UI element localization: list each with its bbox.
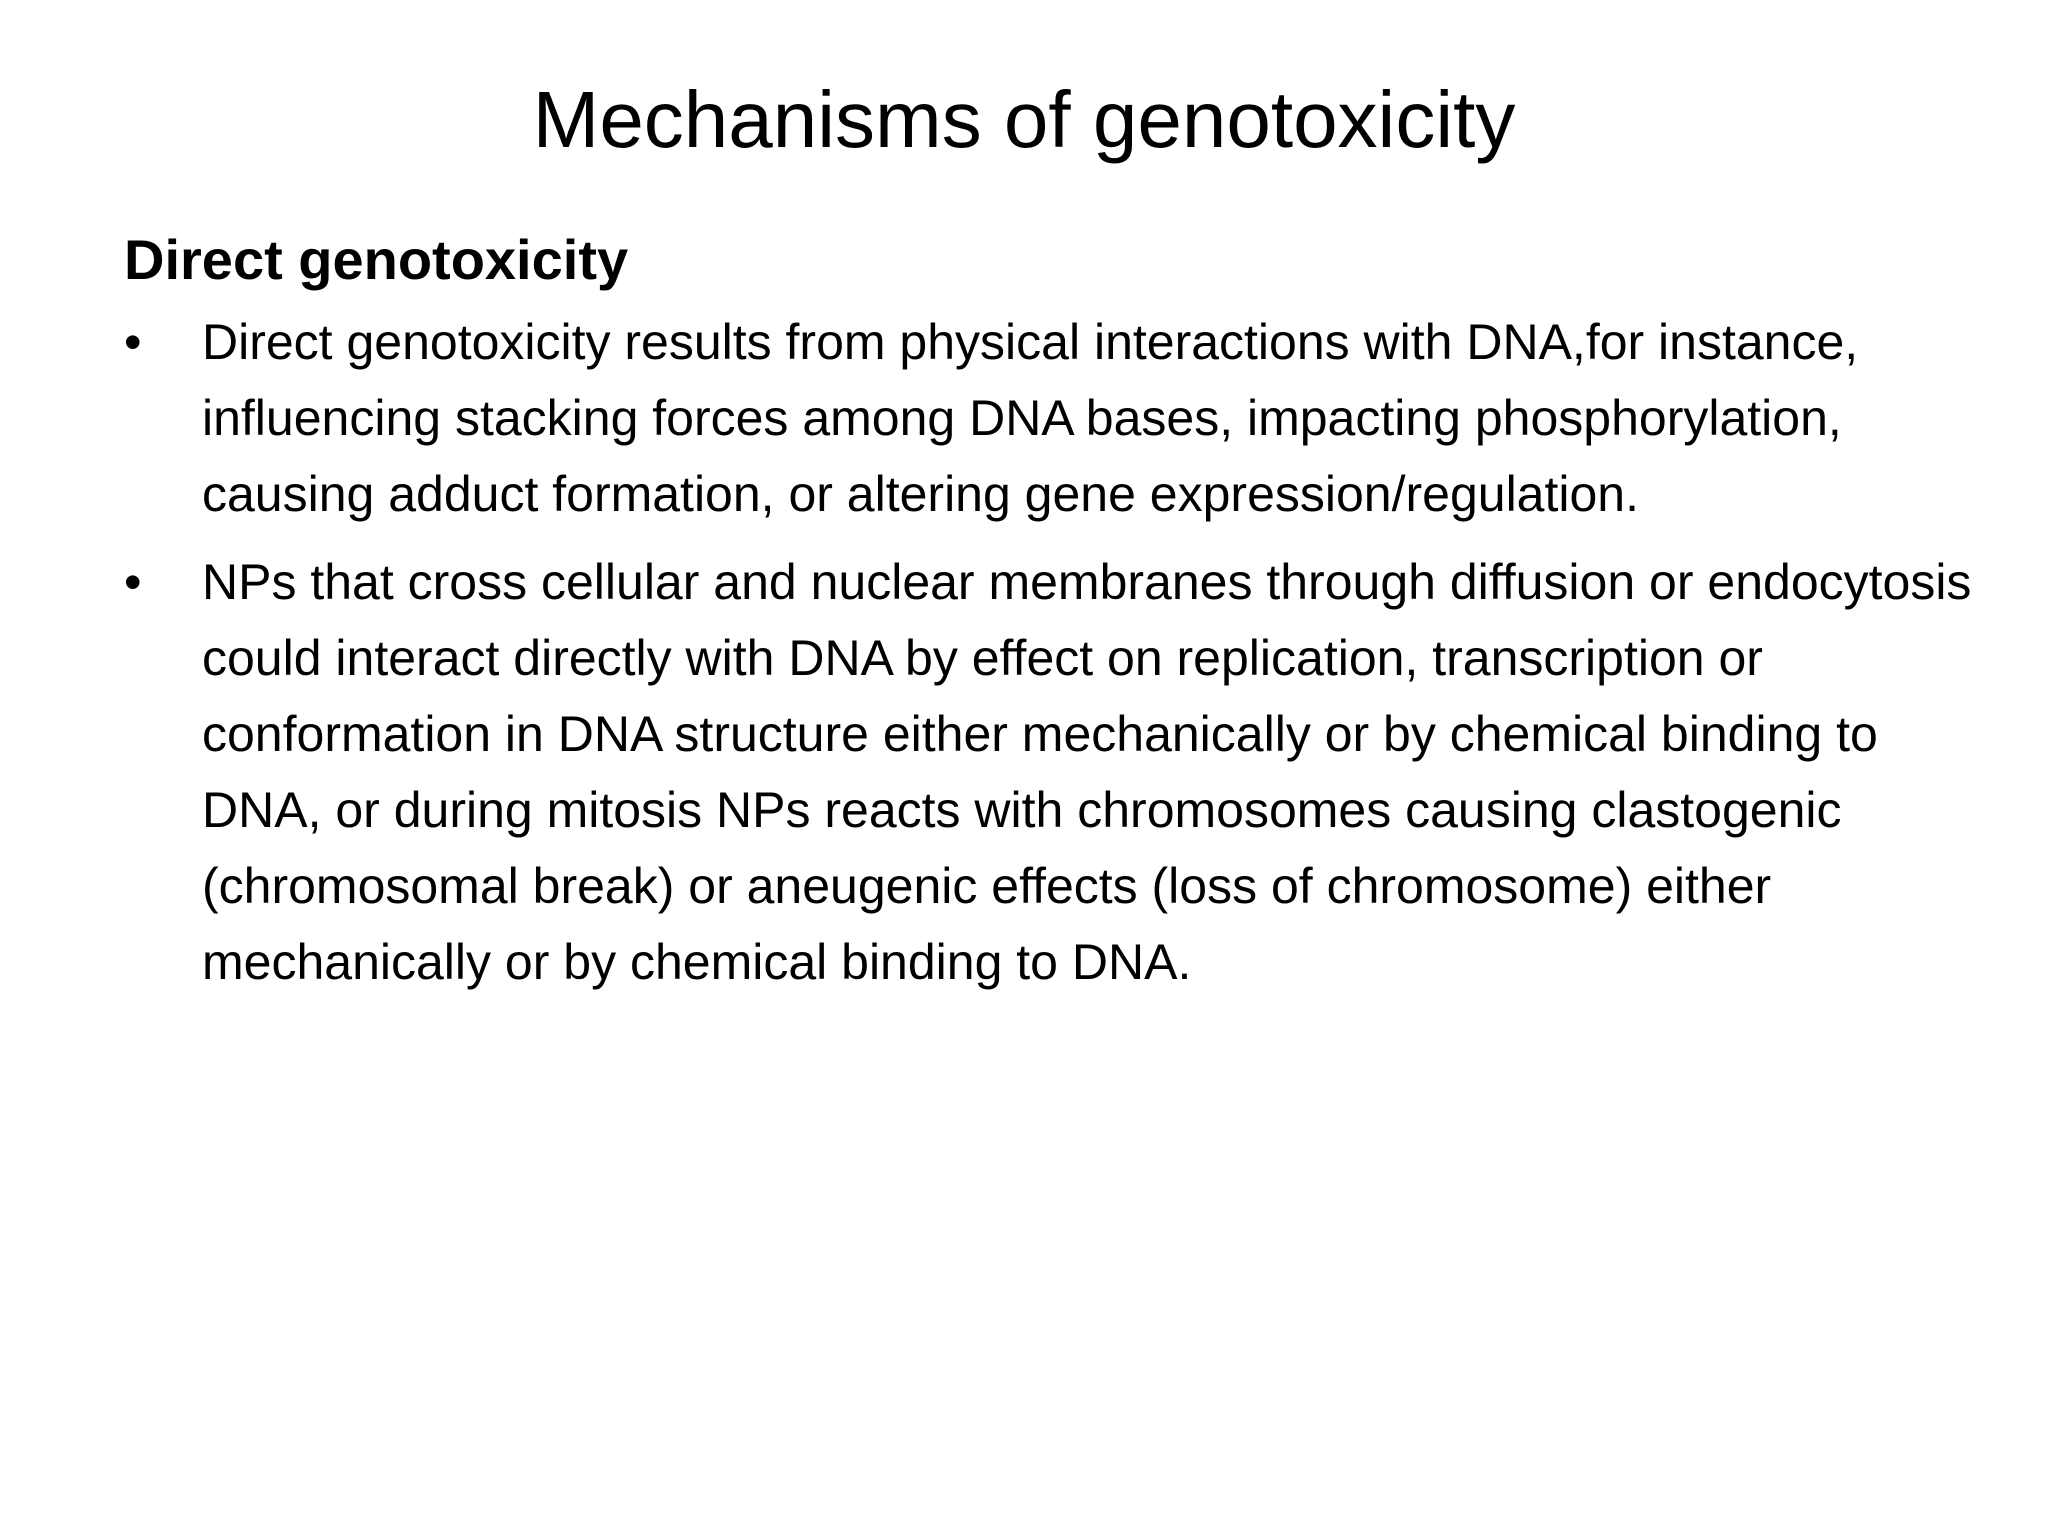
bullet-text: Direct genotoxicity results from physical interactions with DNA,for instance, influencing stacking forces among DNA bases, impacting phosphorylation, causing adduct formation, or altering gene expression/regulation. — [202, 314, 1859, 522]
slide-content — [124, 220, 1974, 1012]
bullet-item — [124, 304, 1974, 532]
bullet-item — [124, 544, 1974, 1000]
bullet-list — [124, 304, 1974, 1000]
bullet-text: NPs that cross cellular and nuclear membranes through diffusion or endocytosis could interact directly with DNA by effect on replication, transcription or conformation in DNA structure either mechanically or by chemical binding to DNA, or during mitosis NPs reacts with chromosomes causing clastogenic (chromosomal break) or aneugenic effects (loss of chromosome) either mechanically or by chemical binding to DNA. — [202, 554, 1972, 990]
bullet-icon: • — [124, 554, 142, 610]
section-heading: Direct genotoxicity — [124, 228, 629, 291]
bullet-icon: • — [124, 314, 142, 370]
slide-title: Mechanisms of genotoxicity — [532, 75, 1516, 164]
